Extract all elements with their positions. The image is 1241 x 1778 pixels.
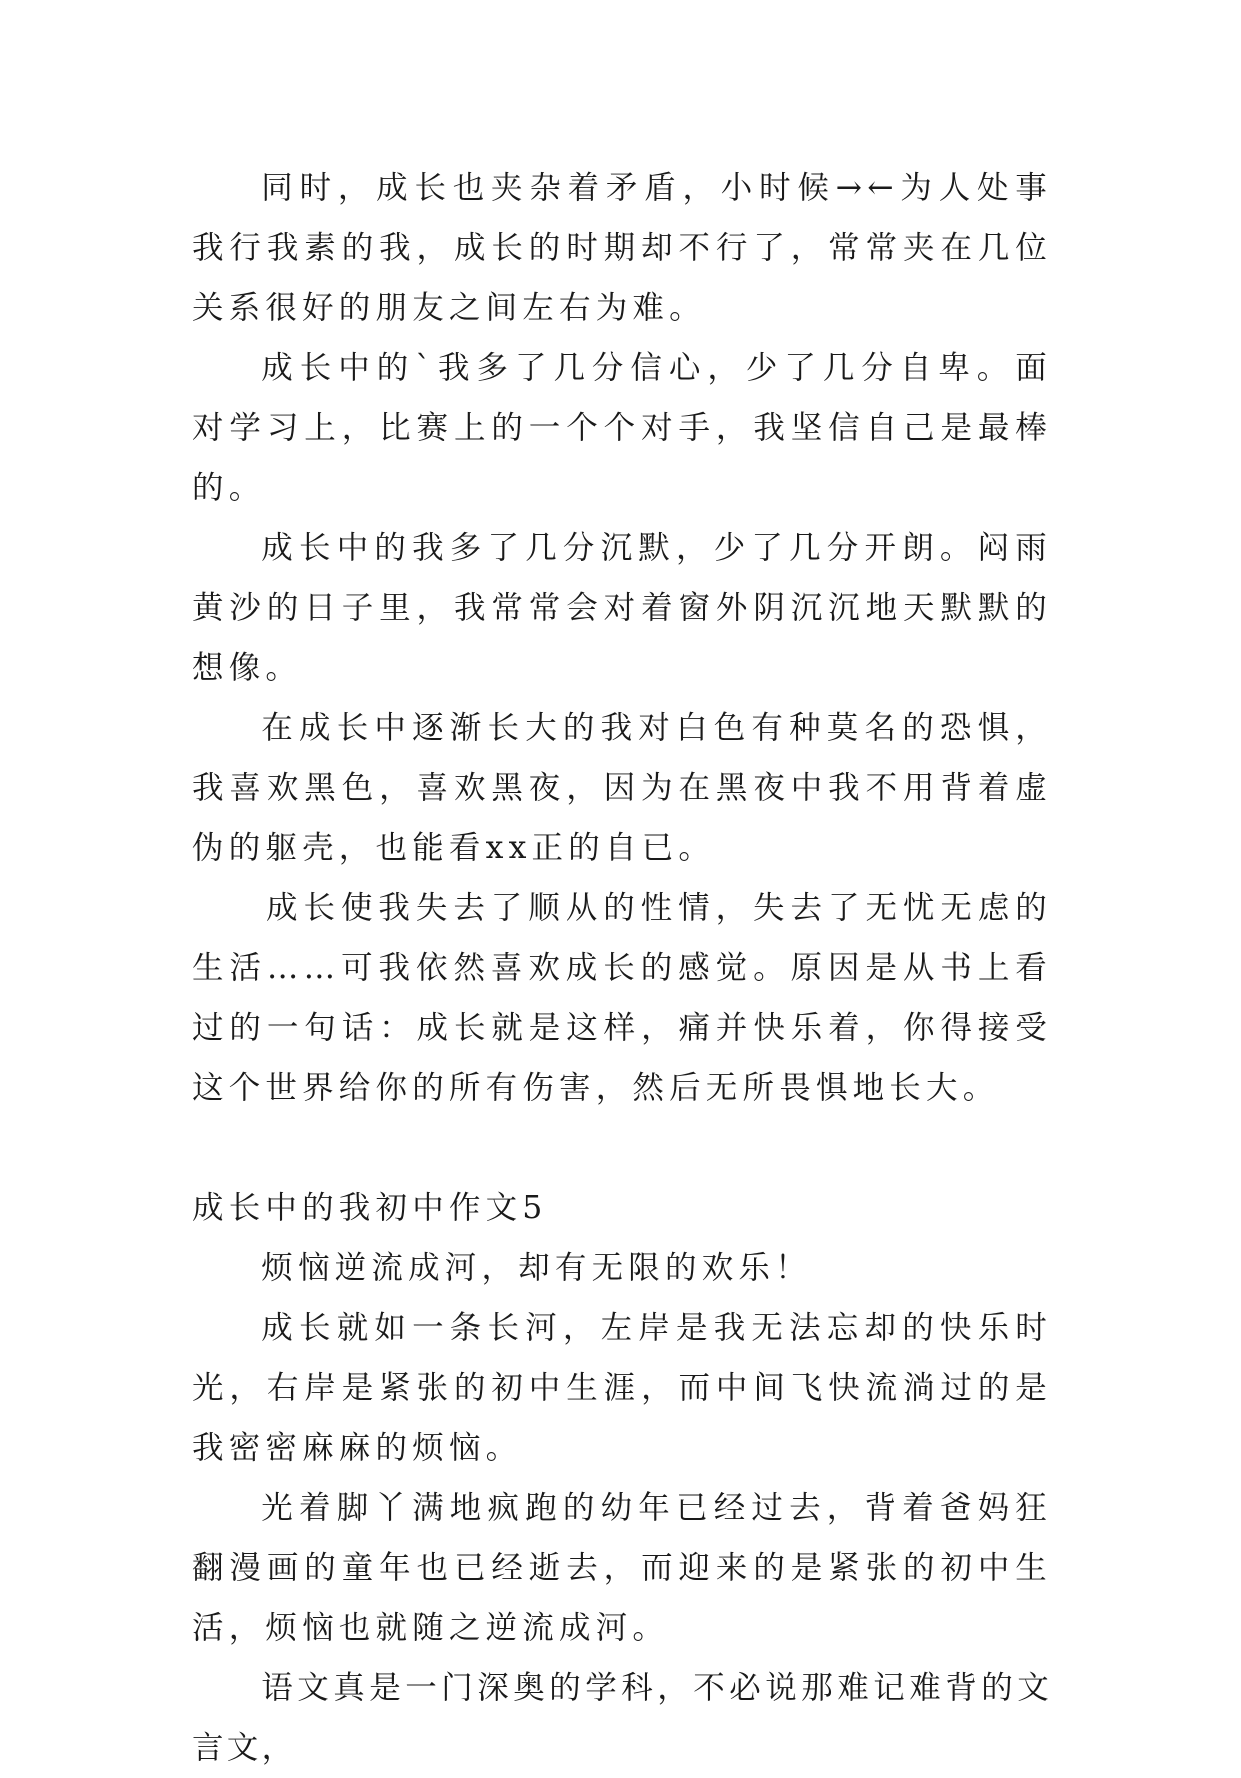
paragraph-fear-of-white: 在成长中逐渐长大的我对白色有种莫名的恐惧，我喜欢黑色，喜欢黑夜，因为在黑夜中我不用背着虚伪的躯壳，也能看xx正的自已。 — [192, 710, 1052, 866]
paragraph-contradiction: 同时，成长也夹杂着矛盾，小时候→←为人处事我行我素的我，成长的时期却不行了，常常夹在几位关系很好的朋友之间左右为难。 — [192, 170, 1052, 326]
paragraph-chinese-subject: 语文真是一门深奥的学科，不必说那难记难背的文言文， — [192, 1670, 1052, 1766]
essay-heading: 成长中的我初中作文5 — [192, 1190, 548, 1226]
paragraph-silence: 成长中的我多了几分沉默，少了几分开朗。闷雨黄沙的日子里，我常常会对着窗外阴沉沉地天默默的想像。 — [192, 530, 1052, 686]
document-body — [192, 158, 1052, 1778]
paragraph-growing-up: 成长使我失去了顺从的性情，失去了无忧无虑的生活……可我依然喜欢成长的感觉。原因是从书上看过的一句话：成长就是这样，痛并快乐着，你得接受这个世界给你的所有伤害，然后无所畏惧地长大。 — [192, 890, 1052, 1106]
paragraph-childhood-past: 光着脚丫满地疯跑的幼年已经过去，背着爸妈狂翻漫画的童年也已经逝去，而迎来的是紧张的初中生活，烦恼也就随之逆流成河。 — [192, 1490, 1052, 1646]
paragraph-worries-river: 烦恼逆流成河，却有无限的欢乐！ — [261, 1250, 812, 1286]
paragraph-long-river: 成长就如一条长河，左岸是我无法忘却的快乐时光，右岸是紧张的初中生涯，而中间飞快流淌过的是我密密麻麻的烦恼。 — [192, 1310, 1052, 1466]
paragraph-confidence: 成长中的`我多了几分信心，少了几分自卑。面对学习上，比赛上的一个个对手，我坚信自己是最棒的。 — [192, 350, 1052, 506]
